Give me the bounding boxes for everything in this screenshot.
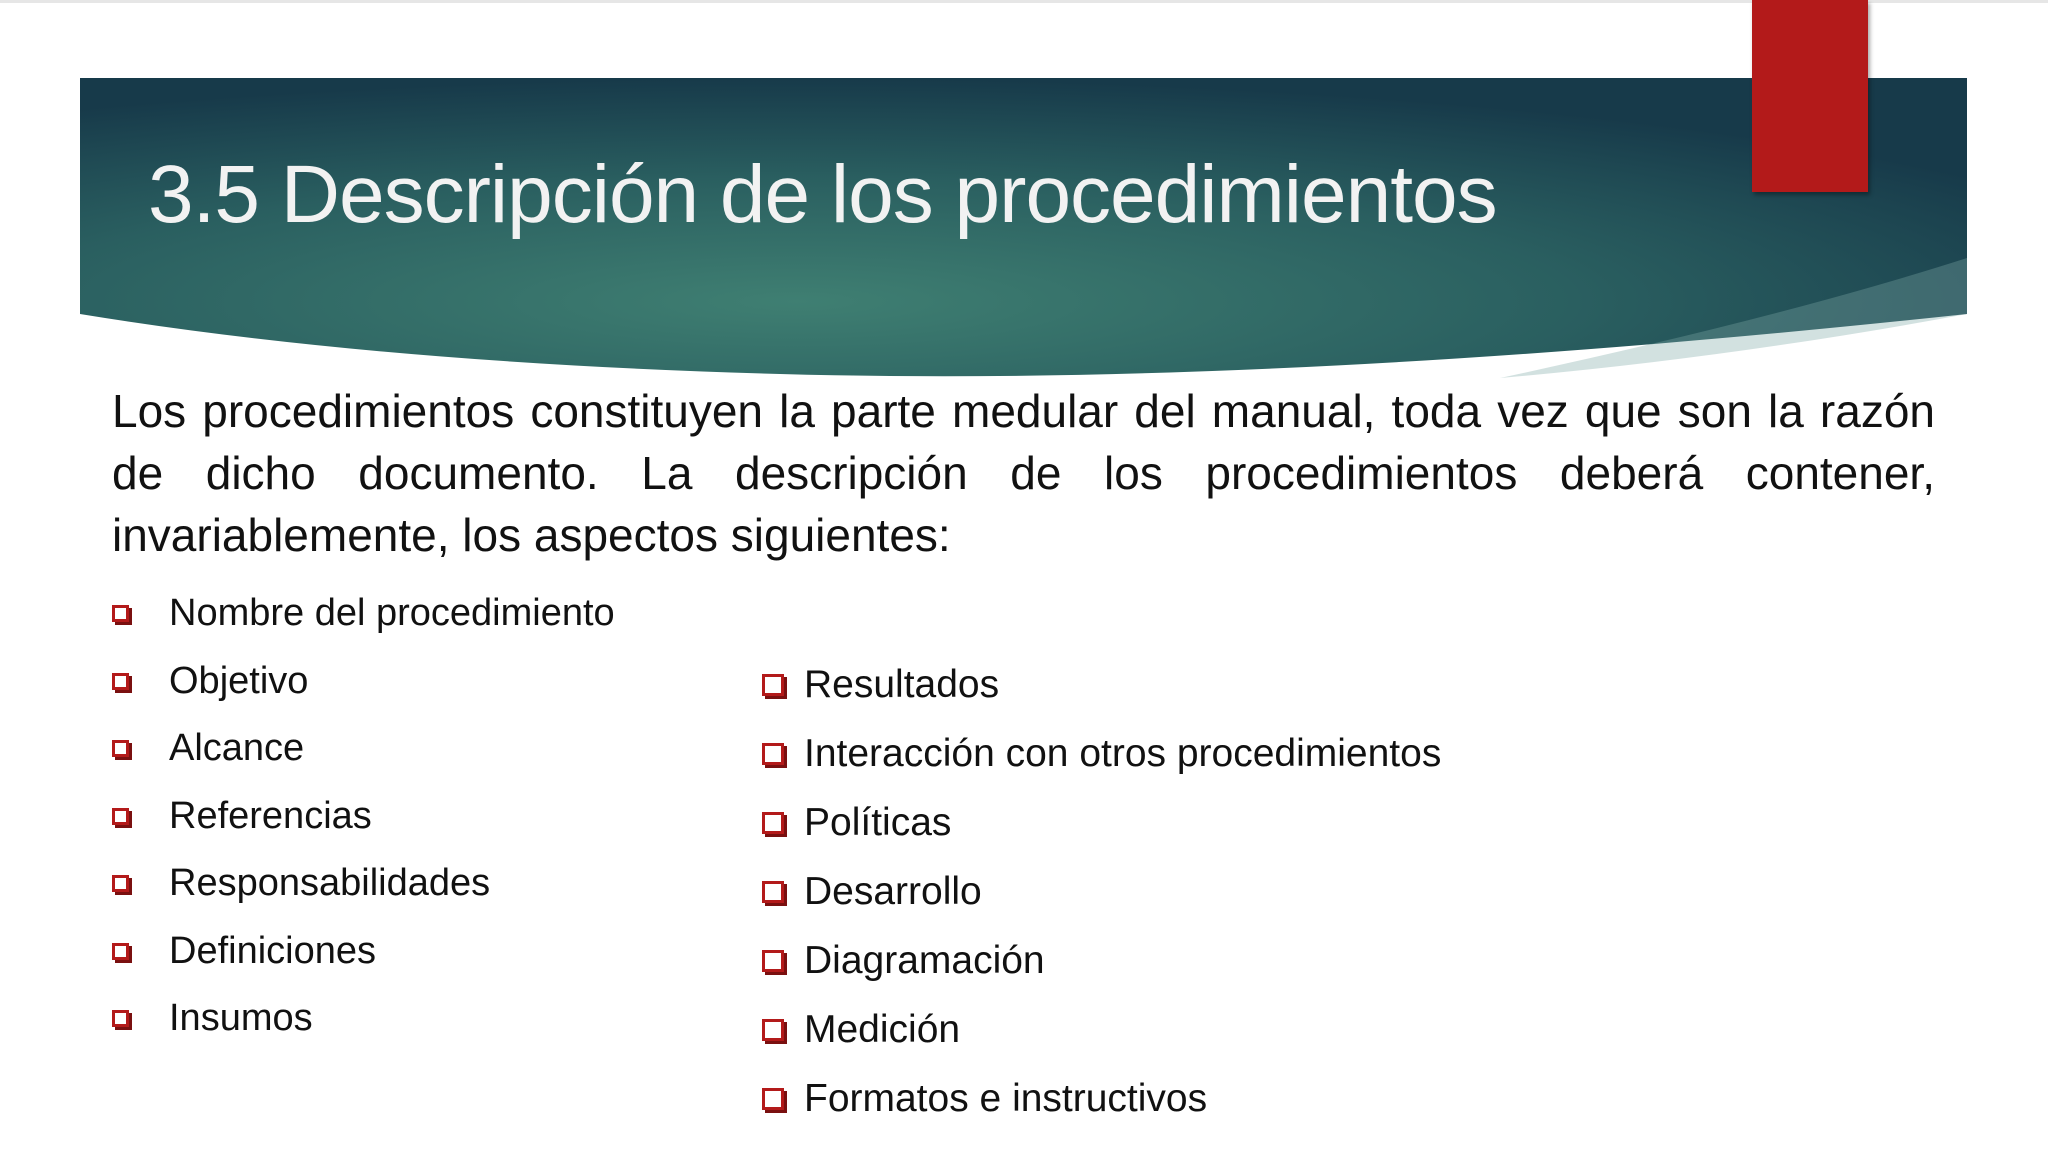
list-item-label: Formatos e instructivos <box>804 1076 1208 1120</box>
top-divider <box>0 0 2048 3</box>
list-item <box>112 580 615 648</box>
checkbox-square-icon <box>112 875 129 892</box>
list-item <box>762 1064 1441 1133</box>
procedure-list-right <box>762 650 1441 1133</box>
list-item-label: Definiciones <box>169 929 376 972</box>
list-item <box>112 918 615 986</box>
checkbox-square-icon <box>762 1019 784 1041</box>
list-item <box>112 715 615 783</box>
list-item-label: Referencias <box>169 794 372 837</box>
list-item-label: Resultados <box>804 662 1000 706</box>
list-item-label: Nombre del procedimiento <box>169 592 615 635</box>
checkbox-square-icon <box>762 674 784 696</box>
checkbox-square-icon <box>112 740 129 757</box>
intro-paragraph: Los procedimientos constituyen la parte medular del manual, toda vez que son la razón de dicho documento. La descripción de los procedimientos deberá contener, invariablemente, los aspectos siguientes: <box>112 385 1935 561</box>
checkbox-square-icon <box>762 1088 784 1110</box>
list-item-label: Desarrollo <box>804 869 982 913</box>
list-item <box>112 783 615 851</box>
checkbox-square-icon <box>762 881 784 903</box>
checkbox-square-icon <box>112 808 129 825</box>
list-item-label: Políticas <box>804 800 952 844</box>
checkbox-square-icon <box>112 673 129 690</box>
list-item <box>112 985 615 1053</box>
list-item <box>112 648 615 716</box>
list-item <box>762 650 1441 719</box>
procedure-list-left <box>112 580 615 1053</box>
list-item-label: Responsabilidades <box>169 862 491 905</box>
list-item-label: Diagramación <box>804 938 1045 982</box>
list-item-label: Insumos <box>169 997 313 1040</box>
slide-title: 3.5 Descripción de los procedimientos <box>148 149 1497 240</box>
checkbox-square-icon <box>762 743 784 765</box>
list-item <box>762 926 1441 995</box>
list-item <box>112 850 615 918</box>
list-item-label: Alcance <box>169 727 305 770</box>
list-item <box>762 857 1441 926</box>
checkbox-square-icon <box>112 1010 129 1027</box>
checkbox-square-icon <box>762 812 784 834</box>
checkbox-square-icon <box>112 943 129 960</box>
list-item <box>762 719 1441 788</box>
list-item <box>762 788 1441 857</box>
list-item-label: Medición <box>804 1007 961 1051</box>
checkbox-square-icon <box>112 605 129 622</box>
list-item-label: Interacción con otros procedimientos <box>804 731 1442 775</box>
list-item-label: Objetivo <box>169 659 309 702</box>
checkbox-square-icon <box>762 950 784 972</box>
red-accent-tab <box>1752 0 1868 192</box>
list-item <box>762 995 1441 1064</box>
